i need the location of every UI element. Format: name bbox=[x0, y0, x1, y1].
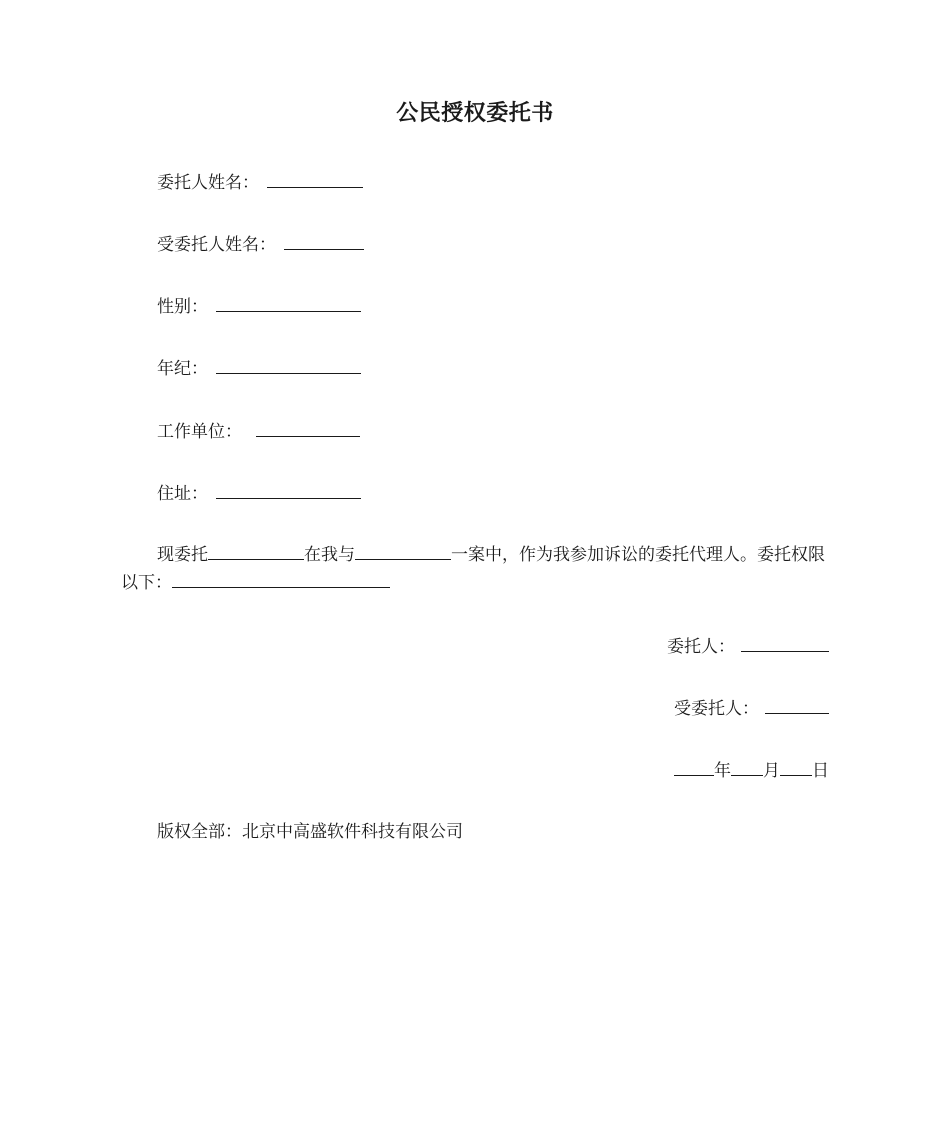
field-label: 工作单位： bbox=[157, 422, 242, 442]
field-workplace bbox=[157, 418, 360, 445]
signature-agent bbox=[674, 695, 829, 722]
date-day-label: 日 bbox=[812, 761, 829, 781]
copyright-notice: 版权全部：北京中高盛软件科技有限公司 bbox=[157, 822, 463, 842]
blank-line[interactable] bbox=[731, 757, 763, 776]
blank-line[interactable] bbox=[216, 355, 361, 374]
document-title: 公民授权委托书 bbox=[396, 101, 554, 126]
blank-line[interactable] bbox=[355, 541, 451, 560]
blank-line[interactable] bbox=[674, 757, 714, 776]
field-gender bbox=[157, 293, 361, 320]
blank-line[interactable] bbox=[256, 418, 360, 437]
field-address bbox=[157, 480, 361, 507]
field-principal-name bbox=[157, 169, 363, 196]
blank-line[interactable] bbox=[172, 569, 390, 588]
blank-line[interactable] bbox=[284, 231, 364, 250]
blank-line[interactable] bbox=[216, 480, 361, 499]
blank-line[interactable] bbox=[216, 293, 361, 312]
field-agent-name bbox=[157, 231, 364, 258]
paragraph-text: 现委托 bbox=[157, 545, 208, 565]
authorization-paragraph bbox=[121, 541, 831, 597]
field-label: 年纪： bbox=[157, 359, 208, 379]
blank-line[interactable] bbox=[208, 541, 304, 560]
date-month-label: 月 bbox=[763, 761, 780, 781]
field-age bbox=[157, 355, 361, 382]
paragraph-text: 在我与 bbox=[304, 545, 355, 565]
signature-date bbox=[674, 757, 829, 784]
blank-line[interactable] bbox=[780, 757, 812, 776]
signature-principal bbox=[667, 633, 829, 660]
signature-label: 受委托人： bbox=[674, 699, 759, 719]
blank-line[interactable] bbox=[267, 169, 363, 188]
date-year-label: 年 bbox=[714, 761, 731, 781]
blank-line[interactable] bbox=[741, 633, 829, 652]
paragraph-text: 一案中，作为我参加诉讼的委托代理人。委托权限以下： bbox=[121, 545, 825, 593]
field-label: 受委托人姓名： bbox=[157, 235, 276, 255]
field-label: 委托人姓名： bbox=[157, 173, 259, 193]
field-label: 性别： bbox=[157, 297, 208, 317]
signature-label: 委托人： bbox=[667, 637, 735, 657]
field-label: 住址： bbox=[157, 484, 208, 504]
blank-line[interactable] bbox=[765, 695, 829, 714]
